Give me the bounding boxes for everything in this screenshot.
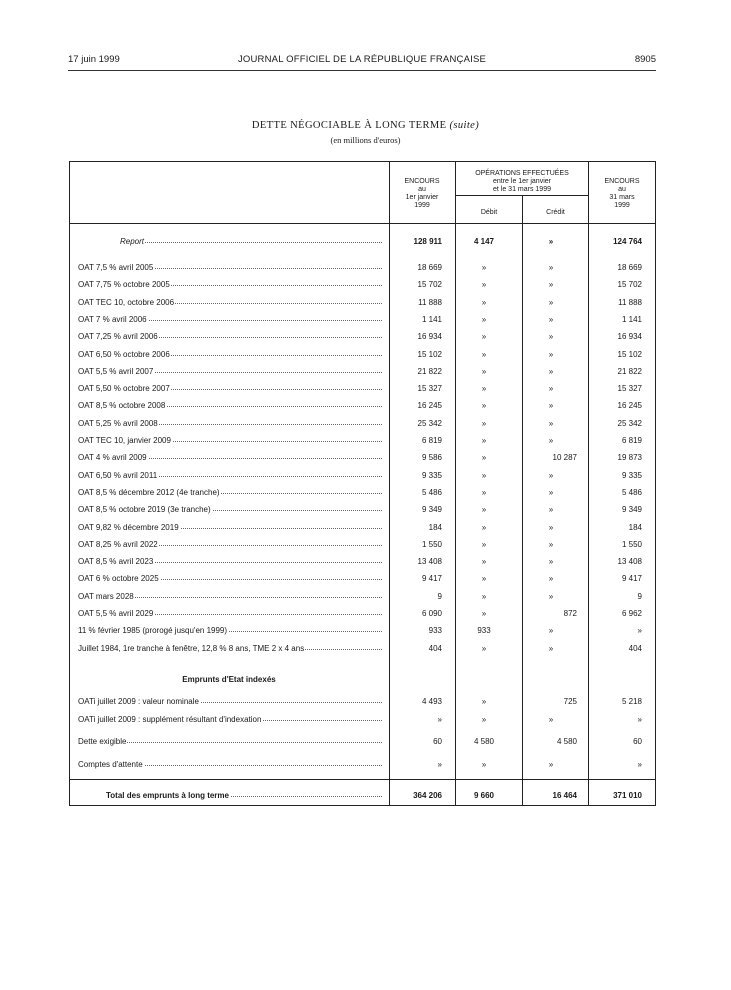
row-label-text: OATi juillet 2009 : supplément résultant d'indexation bbox=[78, 714, 262, 724]
cell-encours-debut: » bbox=[437, 714, 442, 724]
table-row-dette-exigible bbox=[0, 737, 731, 751]
cell-encours-debut: 18 669 bbox=[417, 263, 442, 272]
operations-subheader-rule bbox=[455, 195, 588, 196]
row-label-text: OAT 7,75 % octobre 2005 bbox=[78, 280, 170, 290]
row-label bbox=[78, 540, 382, 549]
table-row bbox=[0, 471, 731, 485]
cell-encours-debut: 9 417 bbox=[421, 574, 442, 584]
table-title-suite: (suite) bbox=[449, 120, 480, 131]
cell-encours-debut: 9 bbox=[437, 591, 442, 601]
cell-credit: » bbox=[548, 237, 554, 246]
row-label-text: OATi juillet 2009 : valeur nominale bbox=[78, 697, 199, 706]
cell-credit: » bbox=[548, 760, 554, 769]
cell-encours-fin: 404 bbox=[628, 643, 642, 653]
cell-debit: » bbox=[481, 609, 487, 618]
cell-credit: » bbox=[548, 643, 554, 653]
col-header-line: et le 31 mars 1999 bbox=[493, 186, 551, 193]
col-header-line: ENCOURS bbox=[604, 178, 640, 185]
cell-debit: » bbox=[481, 574, 487, 584]
cell-encours-fin: 6 819 bbox=[621, 436, 642, 445]
cell-encours-fin: 6 962 bbox=[621, 609, 642, 618]
col-header-line: 1999 bbox=[414, 202, 430, 209]
row-label bbox=[78, 401, 382, 410]
row-label bbox=[78, 715, 382, 724]
cell-encours-debut: 4 493 bbox=[421, 697, 442, 706]
row-label-text: OAT 7,25 % avril 2006 bbox=[78, 332, 158, 342]
row-label-text: OAT mars 2028 bbox=[78, 591, 134, 601]
cell-encours-fin: 16 934 bbox=[617, 332, 642, 342]
table-row-report bbox=[0, 237, 731, 251]
cell-encours-fin: 9 bbox=[637, 591, 642, 601]
cell-debit: » bbox=[481, 714, 487, 724]
col-header-line: 1999 bbox=[614, 202, 630, 209]
cell-credit: » bbox=[548, 314, 554, 324]
cell-encours-fin: 15 327 bbox=[617, 384, 642, 394]
cell-encours-fin: 11 888 bbox=[618, 297, 642, 307]
cell-encours-fin: 5 218 bbox=[621, 697, 642, 706]
cell-encours-debut: 11 888 bbox=[418, 297, 442, 307]
row-label-text: OAT 6,50 % avril 2011 bbox=[78, 470, 158, 480]
cell-encours-debut: 15 702 bbox=[417, 280, 442, 290]
cell-credit: » bbox=[548, 384, 554, 394]
table-row bbox=[0, 350, 731, 364]
table-row bbox=[0, 540, 731, 554]
table-row bbox=[0, 626, 731, 640]
row-label-text: Dette exigible bbox=[78, 737, 127, 746]
cell-encours-debut: 16 245 bbox=[417, 401, 442, 411]
cell-encours-fin: 124 764 bbox=[613, 237, 642, 246]
cell-encours-debut: 6 090 bbox=[421, 609, 442, 618]
cell-encours-debut: 9 349 bbox=[421, 505, 442, 515]
table-row bbox=[0, 715, 731, 729]
row-label bbox=[78, 523, 382, 532]
cell-encours-fin: 18 669 bbox=[617, 263, 642, 272]
cell-encours-fin: » bbox=[637, 760, 642, 769]
row-label bbox=[78, 471, 382, 480]
table-row-total bbox=[0, 791, 731, 805]
table-row bbox=[0, 401, 731, 415]
cell-encours-debut: 5 486 bbox=[421, 487, 442, 497]
cell-debit: » bbox=[481, 487, 487, 497]
cell-encours-debut: 933 bbox=[428, 626, 442, 636]
col-header-line: OPÉRATIONS EFFECTUÉES bbox=[475, 170, 569, 177]
cell-debit: » bbox=[481, 557, 487, 567]
row-label bbox=[78, 737, 382, 746]
cell-credit: 4 580 bbox=[556, 737, 577, 746]
cell-encours-debut: 1 141 bbox=[421, 314, 442, 324]
row-label-text: OAT 8,5 % octobre 2019 (3e tranche) bbox=[78, 505, 211, 515]
section-heading-indexed: Emprunts d'Etat indexés bbox=[182, 675, 276, 684]
row-label bbox=[78, 263, 382, 272]
cell-encours-fin: 15 102 bbox=[617, 349, 642, 359]
table-row bbox=[0, 488, 731, 502]
row-label bbox=[78, 574, 382, 583]
cell-encours-fin: » bbox=[637, 714, 642, 724]
row-label bbox=[106, 791, 382, 800]
cell-debit: » bbox=[481, 760, 487, 769]
cell-credit: » bbox=[548, 436, 554, 445]
row-label bbox=[78, 384, 382, 393]
cell-credit: » bbox=[548, 539, 554, 549]
cell-credit: » bbox=[548, 263, 554, 272]
cell-credit: 10 287 bbox=[552, 453, 577, 463]
row-label-text: OAT 7,5 % avril 2005 bbox=[78, 263, 154, 272]
cell-debit: » bbox=[481, 401, 487, 411]
row-label bbox=[78, 280, 382, 289]
cell-encours-debut: 15 327 bbox=[417, 384, 442, 394]
row-label-text: OAT TEC 10, janvier 2009 bbox=[78, 436, 171, 445]
row-label-text: OAT 7 % avril 2006 bbox=[78, 314, 147, 324]
cell-encours-fin: 184 bbox=[628, 522, 642, 532]
header-journal-title: JOURNAL OFFICIEL DE LA RÉPUBLIQUE FRANÇAISE bbox=[237, 54, 487, 65]
column-header-debit: Débit bbox=[480, 209, 498, 216]
col-header-line: 1er janvier bbox=[405, 194, 439, 201]
cell-credit: 725 bbox=[563, 697, 577, 706]
cell-encours-debut: 13 408 bbox=[417, 557, 442, 567]
cell-encours-debut: 364 206 bbox=[413, 791, 442, 800]
cell-debit: » bbox=[481, 643, 487, 653]
cell-debit: » bbox=[481, 384, 487, 394]
table-title-main: DETTE NÉGOCIABLE À LONG TERME bbox=[251, 120, 447, 131]
row-label bbox=[78, 626, 382, 635]
column-header-encours-fin bbox=[589, 178, 655, 210]
header-page-number: 8905 bbox=[634, 54, 656, 65]
table-row bbox=[0, 592, 731, 606]
cell-encours-debut: 1 550 bbox=[421, 539, 442, 549]
cell-debit: » bbox=[481, 591, 487, 601]
cell-credit: » bbox=[548, 714, 554, 724]
table-row bbox=[0, 523, 731, 537]
cell-encours-fin: 21 822 bbox=[617, 366, 642, 376]
cell-encours-debut: 128 911 bbox=[413, 237, 442, 246]
row-label-text: OAT 5,5 % avril 2029 bbox=[78, 609, 154, 618]
row-label bbox=[78, 298, 382, 307]
table-row bbox=[0, 332, 731, 346]
cell-debit: » bbox=[481, 522, 487, 532]
cell-encours-fin: 9 335 bbox=[621, 470, 642, 480]
cell-credit: » bbox=[548, 522, 554, 532]
running-header bbox=[68, 54, 656, 71]
row-label-text: Total des emprunts à long terme bbox=[106, 791, 229, 800]
cell-debit: 933 bbox=[477, 626, 491, 636]
cell-credit: » bbox=[548, 418, 554, 428]
row-label-text: 11 % février 1985 (prorogé jusqu'en 1999) bbox=[78, 626, 228, 636]
cell-credit: » bbox=[548, 332, 554, 342]
table-row bbox=[0, 384, 731, 398]
row-label bbox=[78, 332, 382, 341]
cell-debit: » bbox=[481, 539, 487, 549]
table-row bbox=[0, 505, 731, 519]
column-header-credit: Crédit bbox=[546, 209, 565, 216]
cell-credit: » bbox=[548, 574, 554, 584]
row-label-text: OAT 5,25 % avril 2008 bbox=[78, 418, 158, 428]
col-header-line: entre le 1er janvier bbox=[493, 178, 551, 185]
header-bottom-rule bbox=[69, 223, 656, 224]
row-label bbox=[120, 237, 382, 246]
cell-credit: » bbox=[548, 505, 554, 515]
row-label-text: Juillet 1984, 1re tranche à fenêtre, 12,8 % 8 ans, TME 2 x 4 ans bbox=[78, 643, 305, 653]
cell-debit: » bbox=[481, 332, 487, 342]
table-title bbox=[0, 120, 731, 131]
table-row bbox=[0, 298, 731, 312]
cell-encours-fin: 5 486 bbox=[621, 487, 642, 497]
row-label bbox=[78, 350, 382, 359]
cell-debit: » bbox=[481, 505, 487, 515]
row-label bbox=[78, 760, 382, 769]
cell-encours-fin: 9 349 bbox=[621, 505, 642, 515]
cell-encours-debut: 60 bbox=[433, 737, 442, 746]
row-label-text: OAT 4 % avril 2009 bbox=[78, 453, 147, 463]
row-label bbox=[78, 697, 382, 706]
cell-credit: » bbox=[548, 297, 554, 307]
cell-encours-debut: 184 bbox=[428, 522, 442, 532]
table-row-comptes-attente bbox=[0, 760, 731, 774]
table-row bbox=[0, 557, 731, 571]
row-label-text: OAT 6,50 % octobre 2006 bbox=[78, 349, 170, 359]
table-row bbox=[0, 453, 731, 467]
cell-encours-fin: 60 bbox=[633, 737, 642, 746]
cell-encours-fin: 371 010 bbox=[613, 791, 642, 800]
cell-encours-debut: » bbox=[437, 760, 442, 769]
cell-credit: » bbox=[548, 470, 554, 480]
cell-credit: » bbox=[548, 366, 554, 376]
row-label bbox=[78, 557, 382, 566]
row-label-text: OAT 6 % octobre 2025 bbox=[78, 574, 159, 584]
column-header-operations bbox=[456, 170, 588, 194]
cell-debit: 9 660 bbox=[473, 791, 495, 800]
cell-encours-fin: 1 550 bbox=[621, 539, 642, 549]
header-date: 17 juin 1999 bbox=[68, 54, 120, 65]
cell-credit: » bbox=[548, 487, 554, 497]
cell-encours-fin: 16 245 bbox=[617, 401, 642, 411]
cell-encours-fin: 13 408 bbox=[617, 557, 642, 567]
cell-encours-debut: 6 819 bbox=[421, 436, 442, 445]
cell-debit: » bbox=[481, 349, 487, 359]
row-label bbox=[78, 315, 382, 324]
table-row bbox=[0, 644, 731, 658]
row-label bbox=[78, 592, 382, 601]
row-label-text: OAT 9,82 % décembre 2019 bbox=[78, 522, 179, 532]
row-label bbox=[78, 453, 382, 462]
cell-debit: » bbox=[481, 280, 487, 290]
col-header-line: ENCOURS bbox=[404, 178, 440, 185]
row-label-text: OAT 8,5 % octobre 2008 bbox=[78, 401, 166, 411]
cell-encours-fin: 19 873 bbox=[617, 453, 642, 463]
cell-credit: 872 bbox=[563, 609, 577, 618]
cell-encours-fin: 1 141 bbox=[621, 314, 642, 324]
cell-credit: » bbox=[548, 591, 554, 601]
row-label-text: OAT 8,25 % avril 2022 bbox=[78, 539, 158, 549]
col-header-line: au bbox=[618, 186, 626, 193]
table-subtitle: (en millions d'euros) bbox=[330, 135, 401, 145]
table-row bbox=[0, 574, 731, 588]
table-row bbox=[0, 280, 731, 294]
cell-encours-debut: 16 934 bbox=[417, 332, 442, 342]
row-label bbox=[78, 488, 382, 497]
row-label-text: OAT 5,5 % avril 2007 bbox=[78, 366, 154, 376]
cell-encours-debut: 9 335 bbox=[421, 470, 442, 480]
table-row bbox=[0, 697, 731, 711]
cell-debit: » bbox=[481, 453, 487, 463]
col-header-line: au bbox=[418, 186, 426, 193]
cell-encours-debut: 21 822 bbox=[417, 366, 442, 376]
cell-debit: » bbox=[481, 297, 487, 307]
cell-credit: » bbox=[548, 626, 554, 636]
row-label-text: OAT TEC 10, octobre 2006 bbox=[78, 297, 175, 307]
row-label-text: OAT 5,50 % octobre 2007 bbox=[78, 384, 170, 394]
total-top-rule bbox=[69, 779, 656, 780]
cell-credit: » bbox=[548, 349, 554, 359]
row-label-text: Comptes d'attente bbox=[78, 760, 143, 769]
cell-debit: » bbox=[481, 418, 487, 428]
cell-debit: 4 580 bbox=[473, 737, 495, 746]
cell-debit: » bbox=[481, 314, 487, 324]
row-label-text: Report bbox=[120, 237, 145, 246]
row-label-text: OAT 8,5 % décembre 2012 (4e tranche) bbox=[78, 487, 220, 497]
row-label bbox=[78, 609, 382, 618]
cell-encours-debut: 15 102 bbox=[417, 349, 442, 359]
cell-encours-fin: 25 342 bbox=[617, 418, 642, 428]
row-label-text: OAT 8,5 % avril 2023 bbox=[78, 557, 154, 567]
row-label bbox=[78, 436, 382, 445]
table-row bbox=[0, 263, 731, 277]
cell-debit: » bbox=[481, 366, 487, 376]
column-header-encours-debut bbox=[390, 178, 454, 210]
table-row bbox=[0, 419, 731, 433]
row-label bbox=[78, 367, 382, 376]
row-label bbox=[78, 419, 382, 428]
cell-encours-debut: 25 342 bbox=[417, 418, 442, 428]
cell-encours-debut: 9 586 bbox=[421, 453, 442, 463]
cell-encours-fin: 15 702 bbox=[617, 280, 642, 290]
cell-debit: » bbox=[481, 470, 487, 480]
table-row bbox=[0, 436, 731, 450]
cell-credit: 16 464 bbox=[552, 791, 577, 800]
cell-debit: » bbox=[481, 263, 487, 272]
cell-debit: » bbox=[481, 436, 487, 445]
row-label bbox=[78, 505, 382, 514]
cell-credit: » bbox=[548, 280, 554, 290]
cell-credit: » bbox=[548, 557, 554, 567]
cell-credit: » bbox=[548, 401, 554, 411]
cell-encours-fin: » bbox=[637, 626, 642, 636]
table-row bbox=[0, 367, 731, 381]
row-label bbox=[78, 644, 382, 653]
cell-encours-debut: 404 bbox=[428, 643, 442, 653]
cell-encours-fin: 9 417 bbox=[621, 574, 642, 584]
cell-debit: » bbox=[481, 697, 487, 706]
col-header-line: 31 mars bbox=[609, 194, 635, 201]
cell-debit: 4 147 bbox=[473, 237, 495, 246]
table-row bbox=[0, 609, 731, 623]
table-row bbox=[0, 315, 731, 329]
